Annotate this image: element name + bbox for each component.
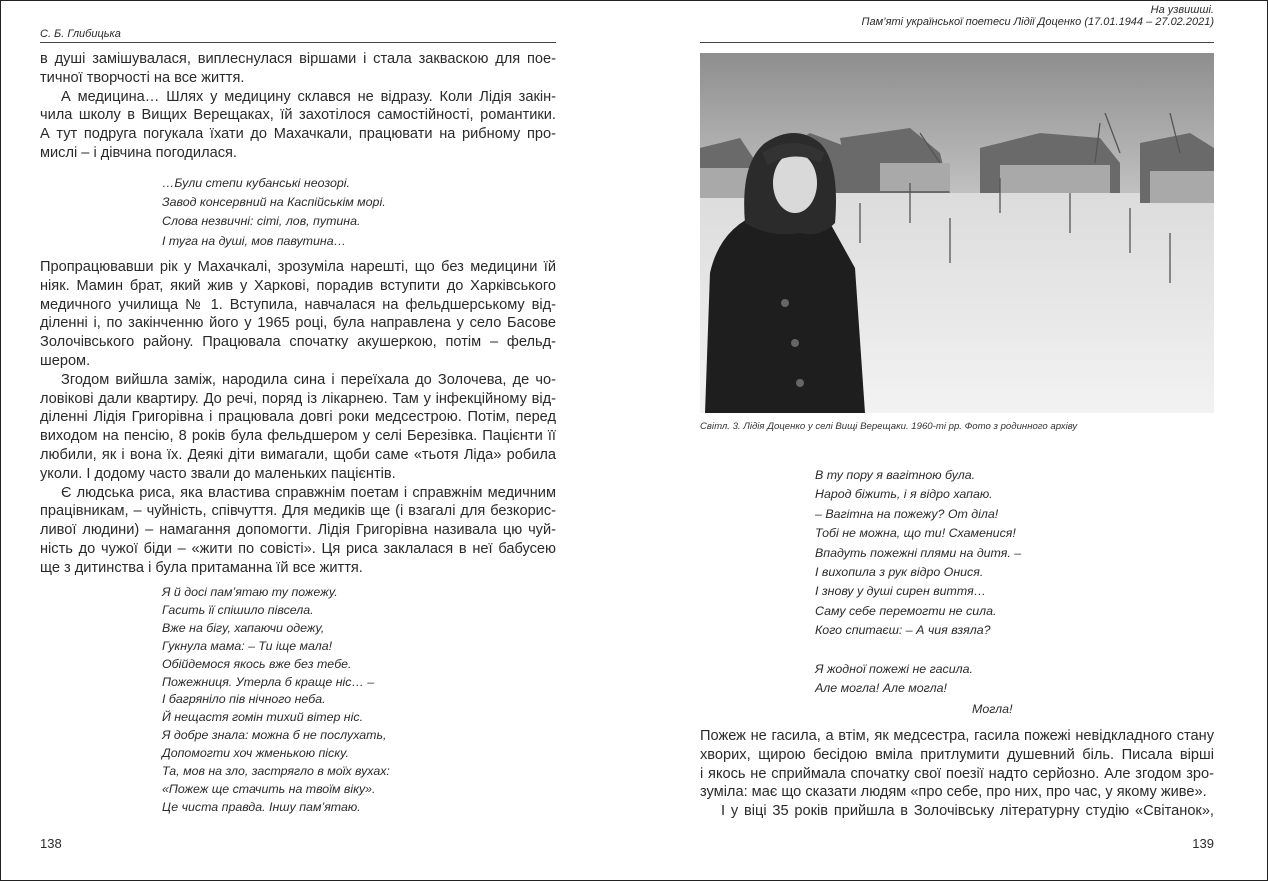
text-line: працівникам, – чуйність, співчуття. Для медиків ще (і взагалі для безкорис- bbox=[40, 503, 556, 520]
poem-line: І знову у душі сирен виття… bbox=[815, 584, 987, 599]
text-line: ще з дитинства і була притаманна їй все життя. bbox=[40, 559, 363, 576]
text-line: в душі замішувалася, виплеснулася віршами і стала закваскою для пое- bbox=[40, 51, 556, 67]
page-number: 138 bbox=[40, 836, 62, 851]
running-head-title bbox=[862, 4, 1215, 28]
text-line: уколи. І додому часто звали до маленьких пацієнтів. bbox=[40, 465, 396, 482]
poem-line: Саму себе перемогти не сила. bbox=[815, 603, 997, 618]
photo-lidia-dotsenko bbox=[700, 53, 1214, 413]
poem-line: Слова незвичні: сіті, лов, путина. bbox=[162, 214, 361, 229]
text-line: і якось не сприймала спочатку свої поезії надто серйозно. Але згодом зро- bbox=[700, 765, 1214, 782]
poem-line: – Вагітна на пожежу? От діла! bbox=[815, 506, 999, 521]
poem-line: І багряніло пів нічного неба. bbox=[162, 692, 326, 707]
poem-line: Але могла! Але могла! bbox=[815, 681, 947, 696]
poem-line: Впадуть пожежні плями на дитя. – bbox=[815, 545, 1022, 560]
poem-line: Тобі не можна, що ти! Схаменися! bbox=[815, 526, 1016, 541]
poem-line: Я жодної пожежі не гасила. bbox=[815, 662, 973, 676]
poem-line: Гукнула мама: – Ти іще мала! bbox=[162, 638, 333, 653]
text-line: хворих, щирою бесідою вміла притлумити душевний біль. Писала вірші bbox=[700, 746, 1214, 763]
text-line: тичної творчості на все життя. bbox=[40, 69, 245, 86]
text-line: шером. bbox=[40, 352, 91, 369]
poem-line: Та, мов на зло, застрягло в моїх вухах: bbox=[162, 764, 390, 779]
poem-line: Допомогти хоч жменькою піску. bbox=[162, 746, 349, 761]
text-line: ливої людини) – намагання допомогти. Лідія Григорівна називала цю чуй- bbox=[40, 522, 556, 539]
text-line: ніяк. Мамин брат, який жив у Харкові, порадив вступити до Харківського bbox=[40, 277, 556, 294]
text-line: І у віці 35 років прийшла в Золочівську літературну студію «Світанок», bbox=[721, 803, 1214, 820]
text-line: ність до чужої біди – «жити по совісті». Ця риса заклалася в неї бабусею bbox=[40, 540, 556, 557]
text-line: виходом на пенсію, 8 років була фельдшером у селі Березівка. Пацієнти її bbox=[40, 428, 556, 445]
poem-last-line: Могла! bbox=[972, 702, 1013, 716]
poem-line: Я й досі пам’ятаю ту пожежу. bbox=[162, 585, 338, 599]
photo-image bbox=[700, 53, 1214, 413]
running-head-line: На узвишші. bbox=[1150, 4, 1214, 16]
header-rule-right bbox=[700, 42, 1214, 43]
running-head-line: Пам’яті української поетеси Лідії Доценко (17.01.1944 – 27.02.2021) bbox=[861, 16, 1214, 28]
text-line: Пожеж не гасила, а втім, як медсестра, гасила пожежі невідкладного стану bbox=[700, 728, 1214, 744]
poem-excerpt bbox=[815, 466, 1021, 641]
prose-block bbox=[40, 50, 556, 163]
text-line: діленні і, по закінченню його у 1965 році, була направлена у село Басове bbox=[40, 315, 556, 332]
text-line: любили, як і вона їх. Деякі діти вимагали, щоби саме «тьотя Ліда» робила bbox=[40, 446, 556, 463]
text-line: зуміла: має що сказати людям «про себе, про них, про час, у якому живе». bbox=[700, 784, 1207, 801]
photo-caption: Світл. 3. Лідія Доценко у селі Вищі Верещаки. 1960-ті рр. Фото з родинного архіву bbox=[700, 421, 1078, 432]
poem-line: Вже на бігу, хапаючи одежу, bbox=[162, 620, 325, 635]
prose-block bbox=[40, 258, 556, 578]
text-line: Золочівського району. Працювала спочатку акушеркою, потім – фельд- bbox=[40, 334, 556, 351]
poem-line: Й нещастя гомін тихий вітер ніс. bbox=[162, 710, 364, 725]
text-line: Згодом вийшла заміж, народила сина і переїхала до Золочева, де чо- bbox=[61, 371, 556, 388]
text-line: Пропрацювавши рік у Махачкалі, зрозуміла нарешті, що без медицини їй bbox=[40, 259, 556, 275]
poem-line: В ту пору я вагітною була. bbox=[815, 468, 976, 482]
prose-block bbox=[700, 727, 1214, 821]
poem-line: Кого спитаєш: – А чия взяла? bbox=[815, 623, 991, 638]
poem-line: Гасить її спішило півсела. bbox=[162, 602, 314, 617]
poem-line: Це чиста правда. Іншу пам’ятаю. bbox=[162, 799, 361, 814]
poem-line: І туга на душі, мов павутина… bbox=[162, 233, 346, 248]
poem-excerpt bbox=[815, 660, 973, 699]
poem-line: Народ біжить, і я відро хапаю. bbox=[815, 487, 993, 502]
poem-line: …Були степи кубанські неозорі. bbox=[162, 176, 350, 190]
running-head-author: С. Б. Глибицька bbox=[40, 28, 121, 40]
poem-line: Пожежниця. Утерла б краще ніс… – bbox=[162, 674, 375, 689]
text-line: Є людська риса, яка властива справжнім поетам і справжнім медичним bbox=[61, 484, 556, 501]
text-line: А медицина… Шлях у медицину склався не відразу. Коли Лідія закін- bbox=[61, 88, 556, 105]
poem-excerpt bbox=[162, 584, 390, 817]
text-line: ловікові дали квартиру. До речі, поряд із лікарнею. Там у інфекційному від- bbox=[40, 390, 556, 407]
header-rule-left bbox=[40, 42, 556, 43]
poem-line: Обійдемося якось вже без тебе. bbox=[162, 656, 352, 671]
text-line: чила школу в Вищих Верещаках, їй захотілося самостійності, романтики. bbox=[40, 107, 556, 124]
text-line: А тут подруга погукала їхати до Махачкали, працювати на рибному про- bbox=[40, 126, 556, 143]
page-number: 139 bbox=[1192, 836, 1214, 851]
poem-line: І вихопила з рук відро Онися. bbox=[815, 565, 984, 580]
poem-excerpt bbox=[162, 174, 386, 251]
text-line: діленні Лідія Григорівна і працювала довгі роки медсестрою. Потім, перед bbox=[40, 409, 556, 426]
text-line: медичного училища № 1. Вступила, навчалася на фельдшерському від- bbox=[40, 296, 556, 313]
poem-line: Завод консервний на Каспійськім морі. bbox=[162, 195, 386, 210]
poem-line: Я добре знала: можна б не послухать, bbox=[162, 728, 387, 743]
poem-line: «Пожеж ще стачить на твоїм віку». bbox=[162, 781, 376, 796]
text-line: мислі – і дівчина погодилася. bbox=[40, 144, 237, 161]
